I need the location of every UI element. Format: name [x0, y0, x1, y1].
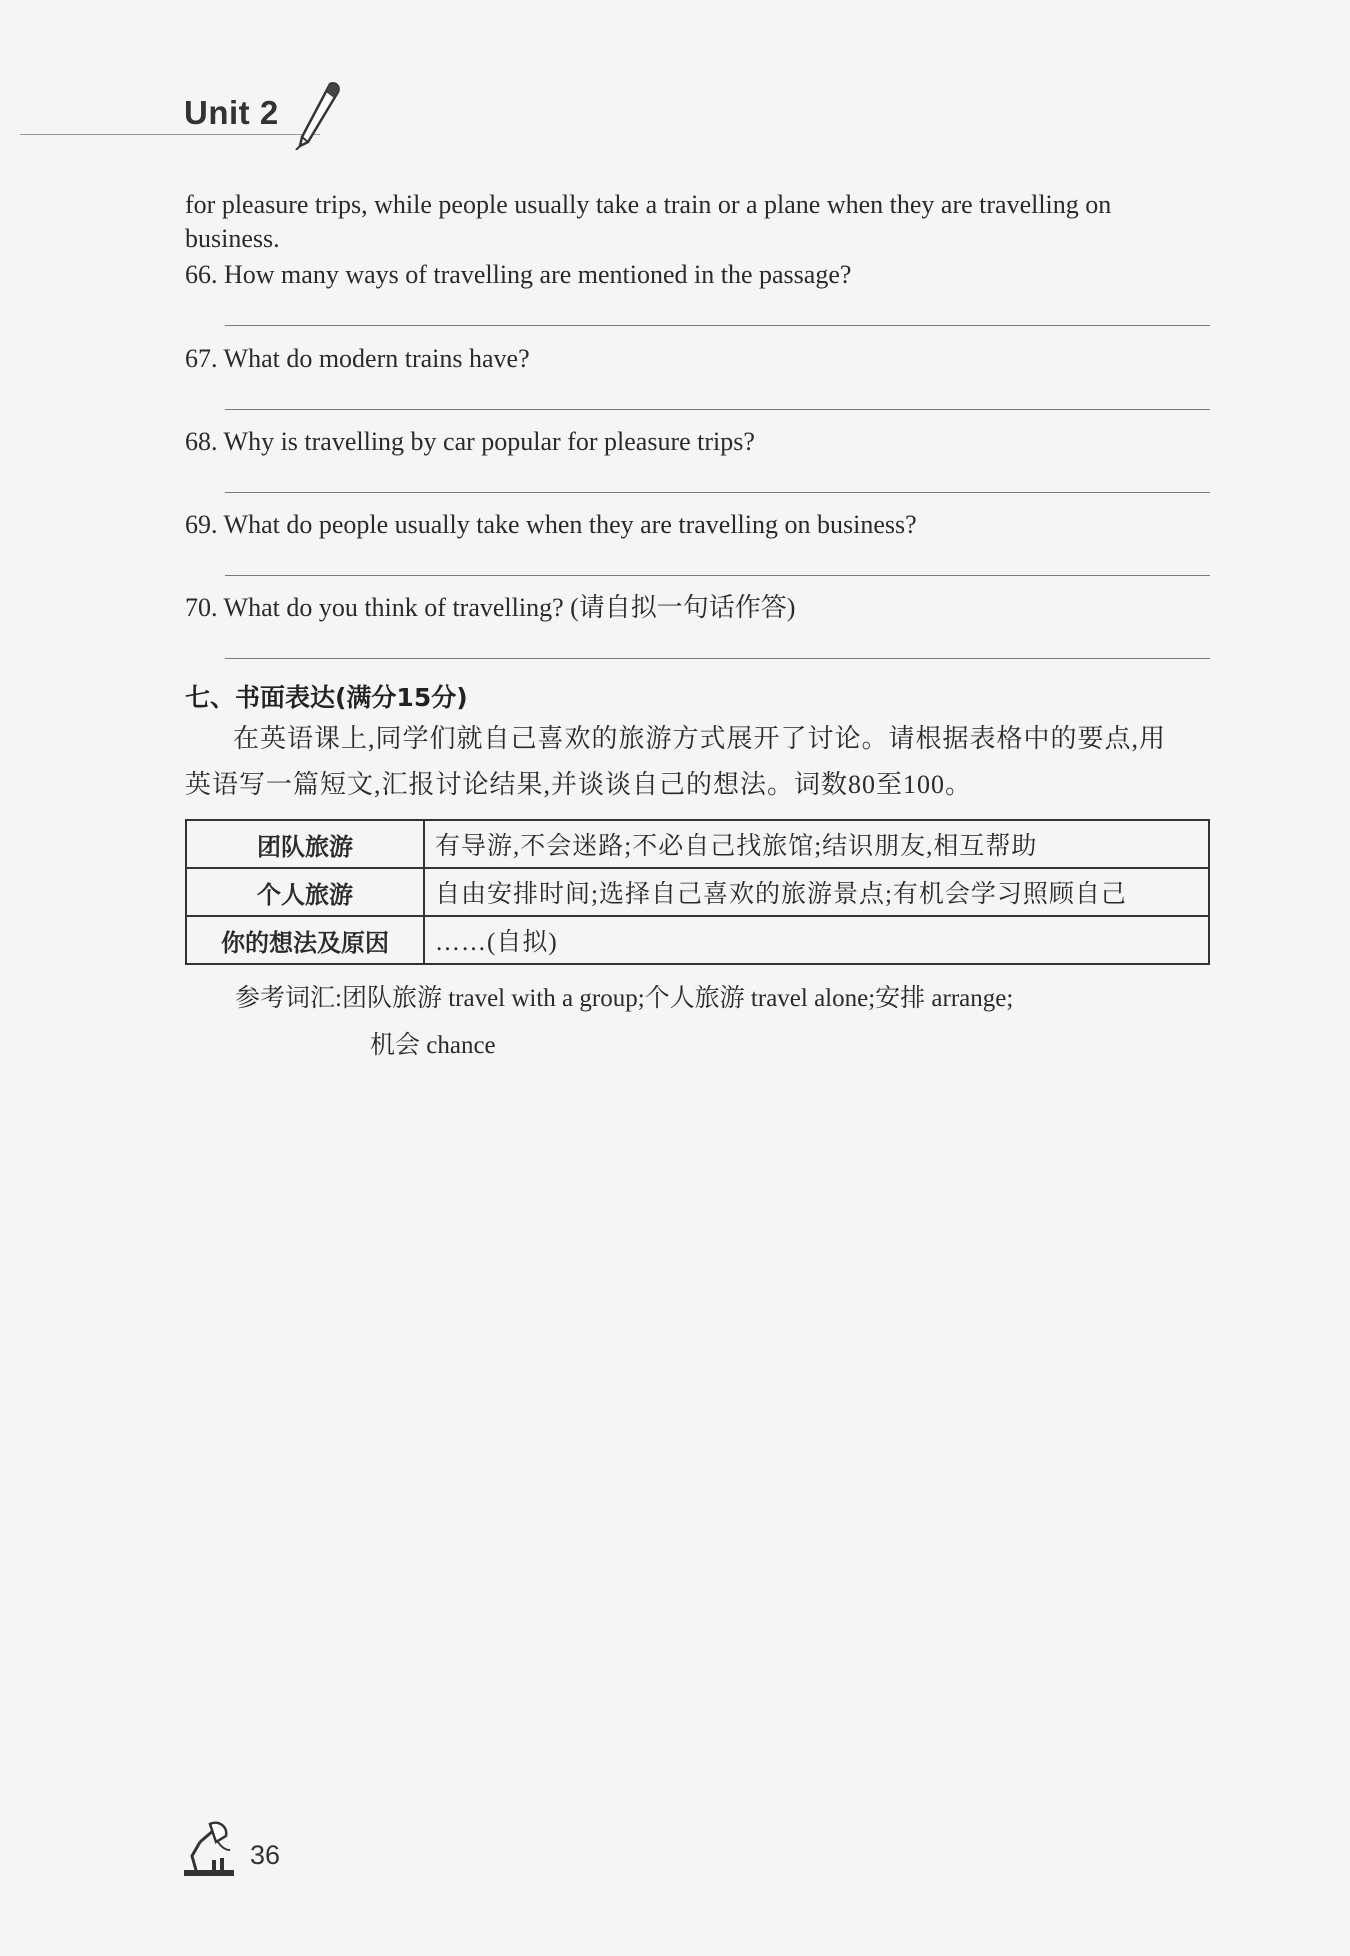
answer-line-70[interactable]: [225, 658, 1210, 659]
question-68: 68. Why is travelling by car popular for pleasure trips?: [185, 427, 755, 456]
passage-line: for pleasure trips, while people usually take a train or a plane when they are travelling on: [185, 190, 1112, 219]
table-row-value: 有导游,不会迷路;不必自己找旅馆;结识朋友,相互帮助: [424, 820, 1209, 868]
table-row: [186, 820, 1209, 868]
section-title: 七、书面表达(满分15分): [185, 683, 468, 712]
table-row-label: 团队旅游: [186, 820, 424, 868]
requirements-table: [185, 819, 1210, 965]
passage-line: business.: [185, 224, 280, 253]
desk-lamp-icon: [182, 1820, 240, 1878]
pen-icon: [286, 80, 346, 150]
question-67: 67. What do modern trains have?: [185, 344, 530, 373]
page-number: 36: [250, 1840, 281, 1870]
unit-title: Unit 2: [184, 94, 279, 131]
table-row: [186, 868, 1209, 916]
page-footer: [182, 1820, 302, 1880]
table-row: [186, 916, 1209, 964]
instruction-line: 在英语课上,同学们就自己喜欢的旅游方式展开了讨论。请根据表格中的要点,用: [233, 724, 1167, 753]
table-row-label: 你的想法及原因: [186, 916, 424, 964]
table-row-label: 个人旅游: [186, 868, 424, 916]
table-row-value: ……(自拟): [424, 916, 1209, 964]
instruction-line: 英语写一篇短文,汇报讨论结果,并谈谈自己的想法。词数80至100。: [185, 770, 973, 799]
header-rule: [20, 134, 320, 135]
answer-line-69[interactable]: [225, 575, 1210, 576]
table-row-value: 自由安排时间;选择自己喜欢的旅游景点;有机会学习照顾自己: [424, 868, 1209, 916]
question-70: 70. What do you think of travelling? (请自拟一句话作答): [185, 593, 796, 622]
answer-line-67[interactable]: [225, 409, 1210, 410]
question-66: 66. How many ways of travelling are mentioned in the passage?: [185, 260, 852, 289]
reference-vocabulary: 机会 chance: [370, 1032, 496, 1059]
page-header: [20, 80, 340, 150]
question-69: 69. What do people usually take when they are travelling on business?: [185, 510, 917, 539]
reference-vocabulary: 参考词汇:团队旅游 travel with a group;个人旅游 travel alone;安排 arrange;: [235, 985, 1014, 1012]
answer-line-68[interactable]: [225, 492, 1210, 493]
answer-line-66[interactable]: [225, 325, 1210, 326]
